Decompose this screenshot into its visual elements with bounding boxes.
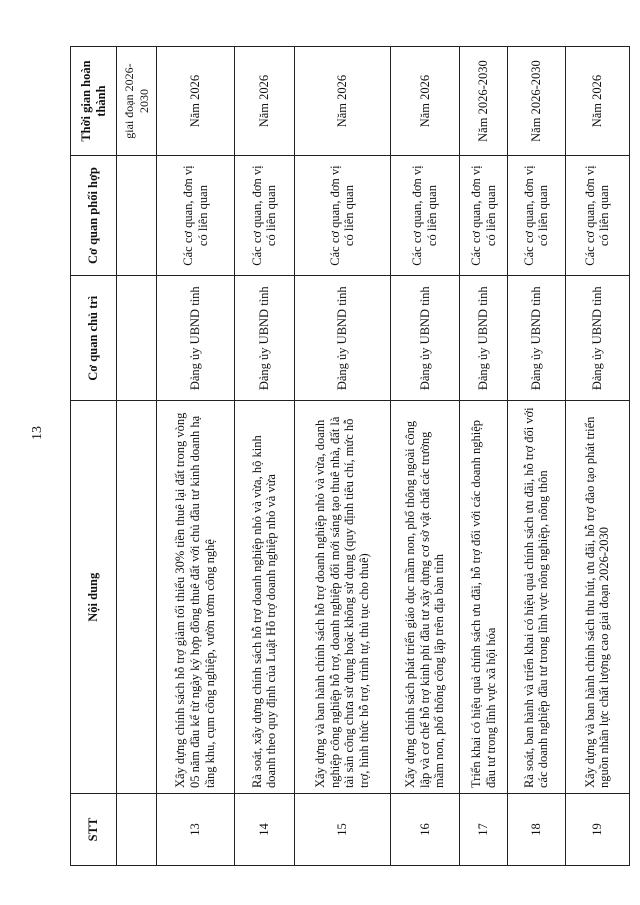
row-phoi-hop: Các cơ quan, đơn vị có liên quan [294, 156, 390, 276]
table-row [157, 47, 235, 866]
row-stt: 17 [460, 794, 508, 866]
table-row [235, 47, 295, 866]
row-phoi-hop: Các cơ quan, đơn vị có liên quan [391, 156, 460, 276]
row-noi-dung: Triển khai có hiệu quả chính sách ưu đãi, hỗ trợ đối với các doanh nghiệp đầu tư trong lĩnh vực xã hội hóa [460, 401, 508, 794]
row-thoi-gian: Năm 2026-2030 [508, 47, 565, 156]
row-noi-dung: Xây dựng chính sách hỗ trợ giảm tối thiểu 30% tiền thuê lại đất trong vòng 05 năm đầu kể từ ngày ký hợp đồng thuê đất với chủ đầu tư kinh doanh hạ tầng khu, cụm công nghiệp, vườn ươm công nghệ [157, 401, 235, 794]
subheader-empty [117, 794, 157, 866]
header-thoi-gian: Thời gian hoàn thành [71, 47, 117, 156]
row-noi-dung: Xây dựng chính sách phát triển giáo dục mầm non, phổ thông ngoài công lập và cơ chế hỗ trợ kinh phí đầu tư xây dựng cơ sở vật chất các trường mầm non, phổ thông công lập trên địa bàn tỉnh [391, 401, 460, 794]
subheader-empty [117, 156, 157, 276]
row-noi-dung: Xây dựng và ban hành chính sách thu hút, ưu đãi, hỗ trợ đào tạo phát triển nguồn nhân lực chất lượng cao giai đoạn 2026-2030 [565, 401, 629, 794]
row-chu-tri: Đảng ủy UBND tỉnh [565, 276, 629, 401]
page-number: 13 [30, 426, 45, 440]
row-chu-tri: Đảng ủy UBND tỉnh [157, 276, 235, 401]
header-noi-dung: Nội dung [71, 401, 117, 794]
row-noi-dung: Rà soát, xây dựng chính sách hỗ trợ doanh nghiệp nhỏ và vừa, hộ kinh doanh theo quy định của Luật Hỗ trợ doanh nghiệp nhỏ và vừa [235, 401, 295, 794]
row-phoi-hop: Các cơ quan, đơn vị có liên quan [235, 156, 295, 276]
table-row [391, 47, 460, 866]
row-phoi-hop: Các cơ quan, đơn vị có liên quan [508, 156, 565, 276]
row-stt: 19 [565, 794, 629, 866]
table-row [565, 47, 629, 866]
subheader-empty [117, 276, 157, 401]
row-stt: 18 [508, 794, 565, 866]
row-chu-tri: Đảng ủy UBND tỉnh [235, 276, 295, 401]
plan-table [70, 46, 630, 866]
header-chu-tri: Cơ quan chủ trì [71, 276, 117, 401]
row-chu-tri: Đảng ủy UBND tỉnh [460, 276, 508, 401]
rotated-page [70, 46, 630, 866]
table-row [508, 47, 565, 866]
row-stt: 13 [157, 794, 235, 866]
row-thoi-gian: Năm 2026 [294, 47, 390, 156]
row-thoi-gian: Năm 2026 [235, 47, 295, 156]
table-body [157, 47, 630, 866]
row-stt: 14 [235, 794, 295, 866]
header-stt: STT [71, 794, 117, 866]
row-chu-tri: Đảng ủy UBND tỉnh [508, 276, 565, 401]
row-thoi-gian: Năm 2026 [157, 47, 235, 156]
table-row [460, 47, 508, 866]
header-phoi-hop: Cơ quan phối hợp [71, 156, 117, 276]
row-noi-dung: Xây dựng và ban hành chính sách hỗ trợ doanh nghiệp nhỏ và vừa, doanh nghiệp công nghiệp hỗ trợ, doanh nghiệp đổi mới sáng tạo thuê nhà, đất là tài sản công chưa sử dụng hoặc không sử dụng (quy định tiêu chí, mức hỗ trợ, hình thức hỗ trợ, trình tự, thủ tục cho thuê) [294, 401, 390, 794]
row-phoi-hop: Các cơ quan, đơn vị có liên quan [565, 156, 629, 276]
row-thoi-gian: Năm 2026 [565, 47, 629, 156]
subheader-empty [117, 401, 157, 794]
row-noi-dung: Rà soát, ban hành và triển khai có hiệu quả chính sách ưu đãi, hỗ trợ đối với các doanh nghiệp đầu tư trong lĩnh vực nông nghiệp, nông thôn [508, 401, 565, 794]
row-chu-tri: Đảng ủy UBND tỉnh [294, 276, 390, 401]
row-chu-tri: Đảng ủy UBND tỉnh [391, 276, 460, 401]
row-stt: 15 [294, 794, 390, 866]
subheader-giai-doan: giai đoạn 2026-2030 [117, 47, 157, 156]
row-stt: 16 [391, 794, 460, 866]
row-thoi-gian: Năm 2026 [391, 47, 460, 156]
row-phoi-hop: Các cơ quan, đơn vị có liên quan [460, 156, 508, 276]
row-phoi-hop: Các cơ quan, đơn vị có liên quan [157, 156, 235, 276]
row-thoi-gian: Năm 2026-2030 [460, 47, 508, 156]
table-row [294, 47, 390, 866]
